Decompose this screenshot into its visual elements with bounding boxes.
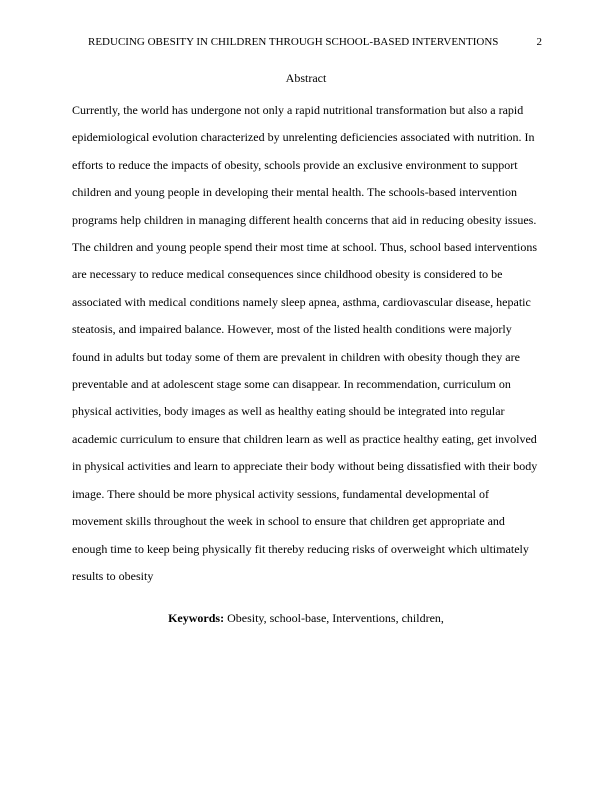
- abstract-line: academic curriculum to ensure that children learn as well as practice healthy eating, get involved: [72, 431, 537, 446]
- abstract-line: in physical activities and learn to appreciate their body without being dissatisfied with their body: [72, 459, 538, 474]
- abstract-line: associated with medical conditions namely sleep apnea, asthma, cardiovascular disease, hepatic: [72, 294, 531, 309]
- keywords-label: Keywords:: [168, 611, 225, 625]
- abstract-line: epidemiological evolution characterized by unrelenting deficiencies associated with nutrition. In: [72, 130, 535, 145]
- abstract-line: enough time to keep being physically fit thereby reducing risks of overweight which ultimately: [72, 541, 529, 556]
- abstract-line: found in adults but today some of them are prevalent in children with obesity though they are: [72, 349, 520, 364]
- abstract-line: physical activities, body images as well as healthy eating should be integrated into regular: [72, 404, 505, 419]
- abstract-line: results to obesity: [72, 568, 154, 583]
- abstract-line: programs help children in managing different health concerns that aid in reducing obesity issues.: [72, 212, 537, 227]
- abstract-line: Currently, the world has undergone not only a rapid nutritional transformation but also a rapid: [72, 103, 524, 117]
- abstract-line: efforts to reduce the impacts of obesity, schools provide an exclusive environment to support: [72, 157, 518, 172]
- keywords-text: Obesity, school-base, Interventions, children,: [224, 611, 444, 625]
- abstract-line: movement skills throughout the week in school to ensure that children get appropriate and: [72, 514, 505, 529]
- abstract-line: preventable and at adolescent stage some can disappear. In recommendation, curriculum on: [72, 377, 511, 392]
- abstract-line: The children and young people spend their most time at school. Thus, school based interventions: [72, 240, 538, 255]
- abstract-heading: Abstract: [285, 71, 327, 85]
- abstract-line: children and young people in developing their mental health. The schools-based intervention: [72, 185, 517, 200]
- abstract-line: steatosis, and impaired balance. However, most of the listed health conditions were majorly: [72, 322, 512, 337]
- abstract-line: are necessary to reduce medical consequences since childhood obesity is considered to be: [72, 267, 503, 282]
- page-number: 2: [536, 36, 542, 48]
- running-head: REDUCING OBESITY IN CHILDREN THROUGH SCHOOL-BASED INTERVENTIONS: [88, 36, 499, 48]
- abstract-body: [72, 97, 542, 590]
- keywords-line: [0, 611, 612, 626]
- abstract-line: image. There should be more physical activity sessions, fundamental developmental of: [72, 486, 489, 501]
